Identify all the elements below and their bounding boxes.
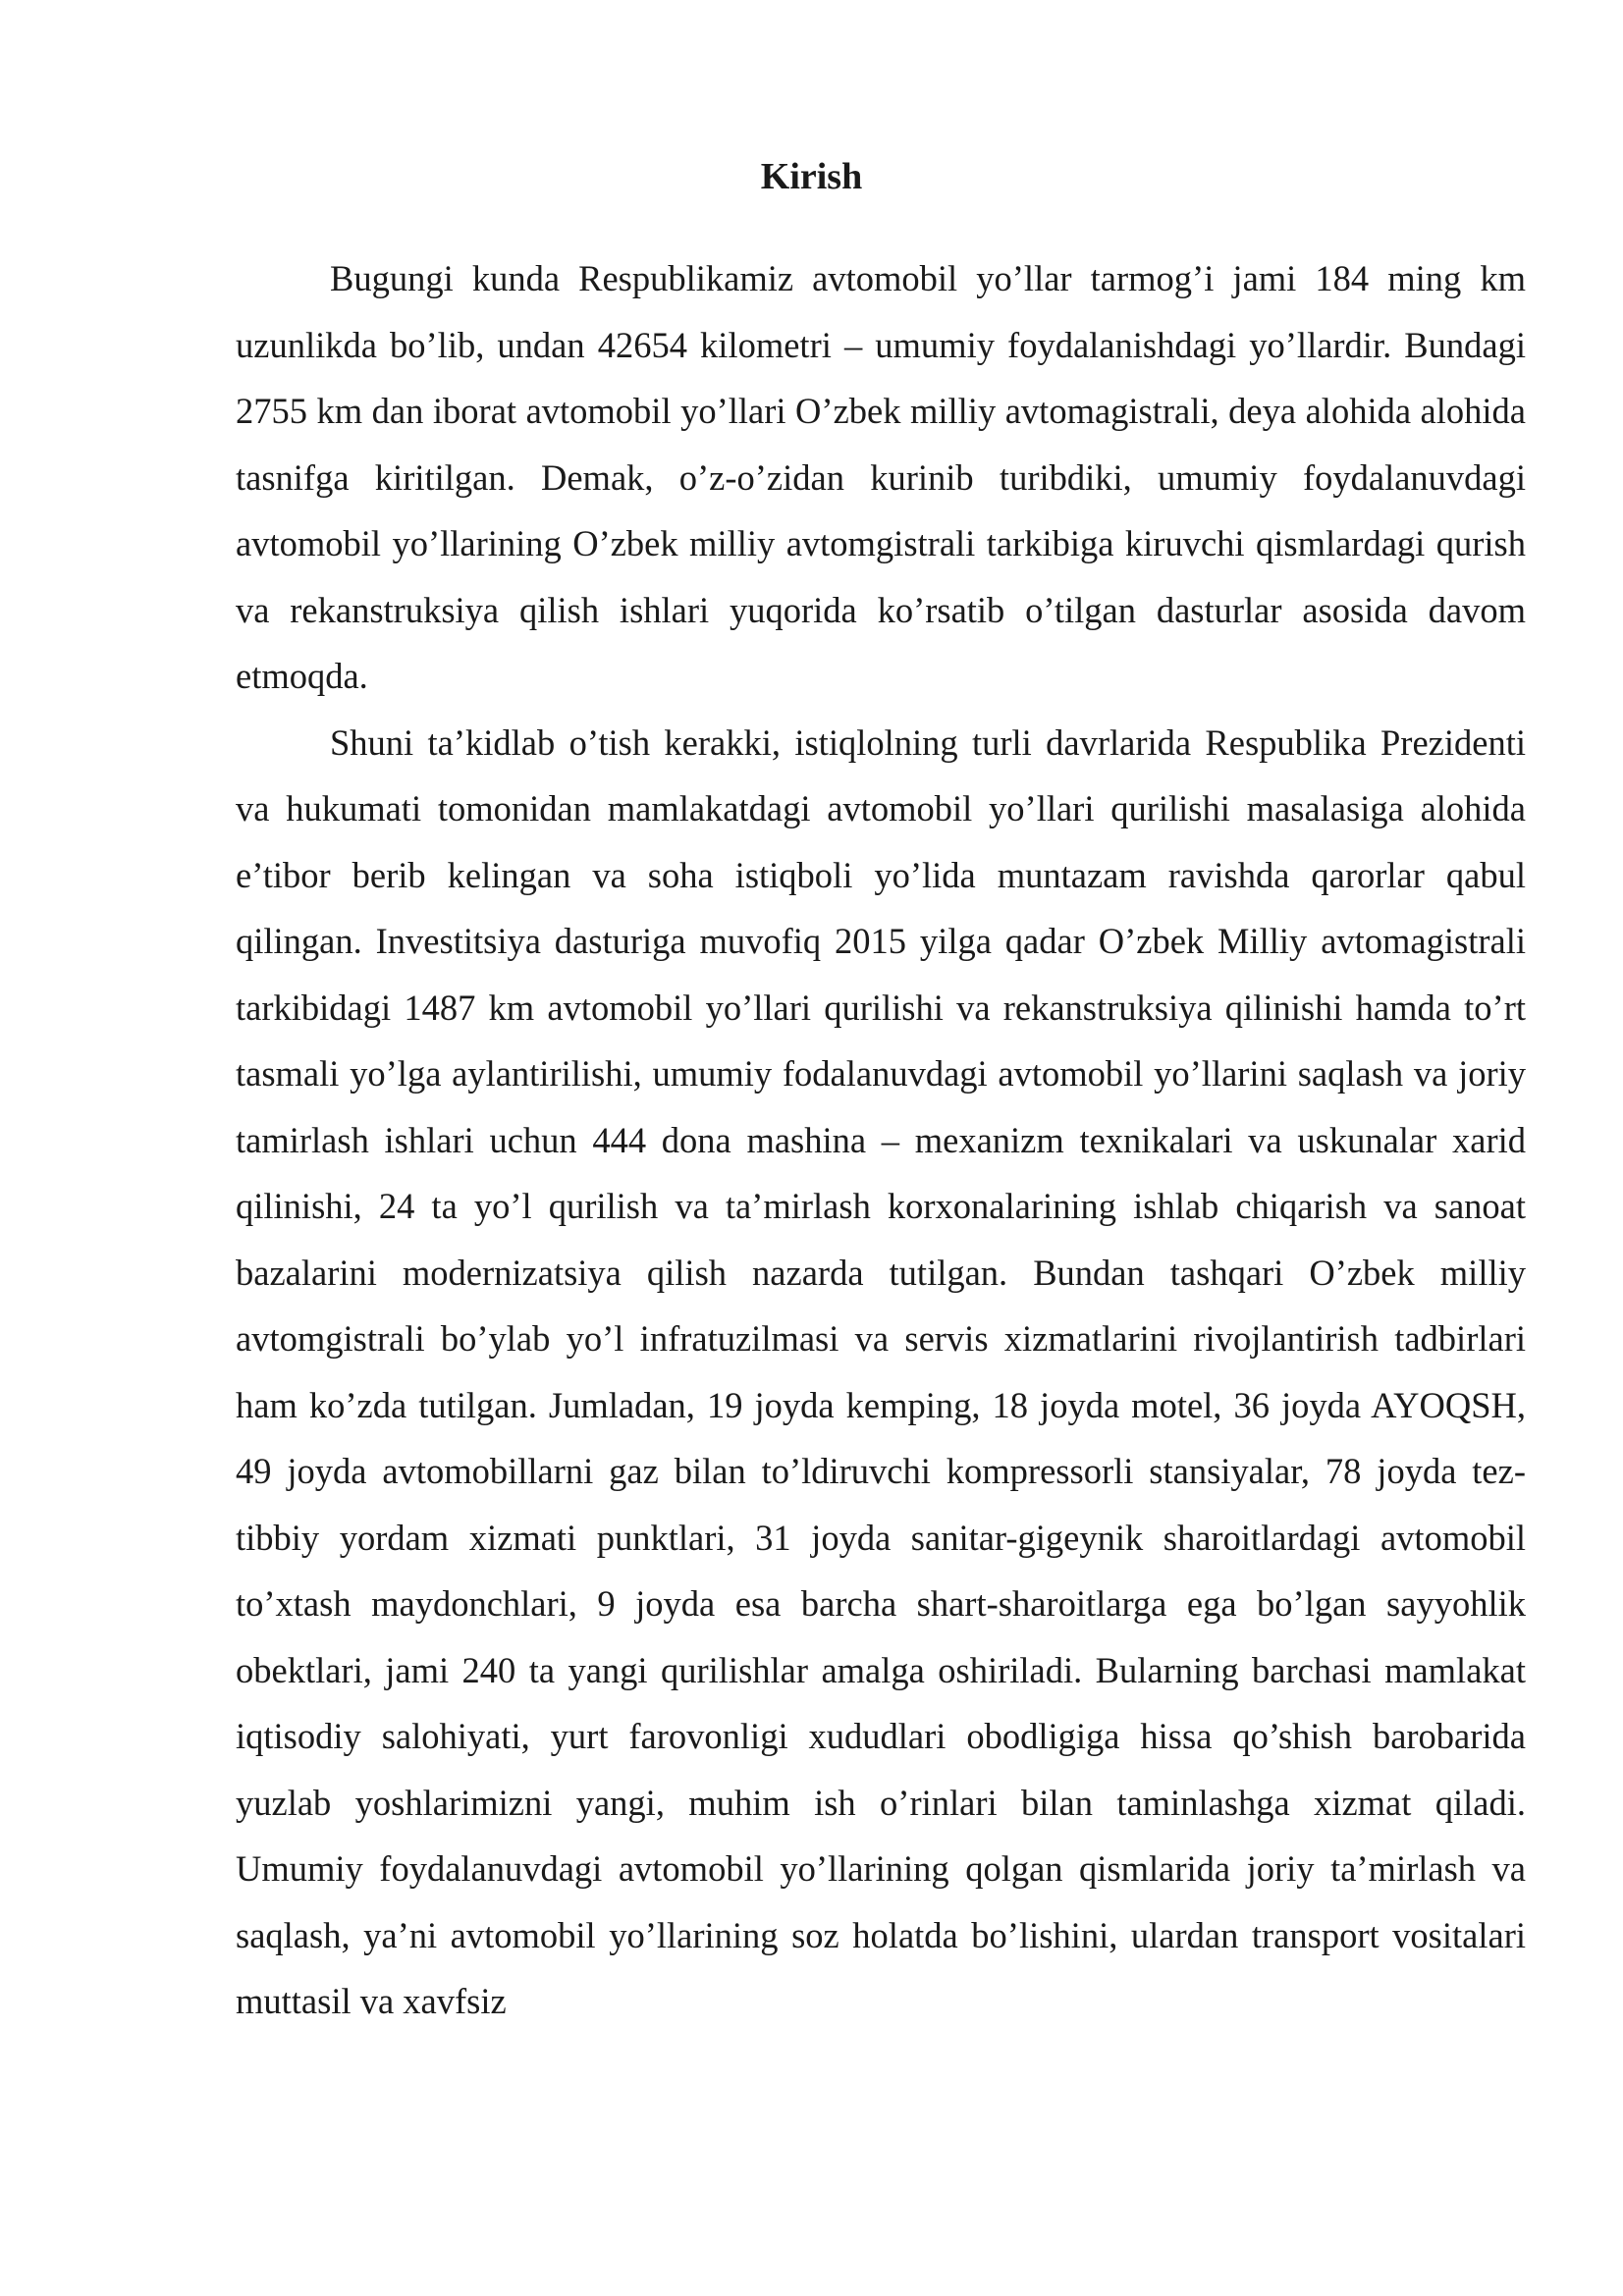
body-text [236,245,1526,2035]
paragraph-1: Bugungi kunda Respublikamiz avtomobil yo’llar tarmog’i jami 184 ming km uzunlikda bo’lib, undan 42654 kilometri – umumiy foydalanishdagi yo’llardir. Bundagi 2755 km dan iborat avtomobil yo’llari O’zbek milliy avtomagistrali, deya alohida alohida tasnifga kiritilgan. Demak, o’z-o’zidan kurinib turibdiki, umumiy foydalanuvdagi avtomobil yo’llarining O’zbek milliy avtomgistrali tarkibiga kiruvchi qismlardagi qurish va rekanstruksiya qilish ishlari yuqorida ko’rsatib o’tilgan dasturlar asosida davom etmoqda. [236,258,1526,696]
paragraph-2: Shuni ta’kidlab o’tish kerakki, istiqlolning turli davrlarida Respublika Prezidenti va hukumati tomonidan mamlakatdagi avtomobil yo’llari qurilishi masalasiga alohida e’tibor berib kelingan va soha istiqboli yo’lida muntazam ravishda qarorlar qabul qilingan. Investitsiya dasturiga muvofiq 2015 yilga qadar O’zbek Milliy avtomagistrali tarkibidagi 1487 km avtomobil yo’llari qurilishi va rekanstruksiya qilinishi hamda to’rt tasmali yo’lga aylantirilishi, umumiy fodalanuvdagi avtomobil yo’llarini saqlash va joriy tamirlash ishlari uchun 444 dona mashina – mexanizm texnikalari va uskunalar xarid qilinishi, 24 ta yo’l qurilish va ta’mirlash korxonalarining ishlab chiqarish va sanoat bazalarini modernizatsiya qilish nazarda tutilgan. Bundan tashqari O’zbek milliy avtomgistrali bo’ylab yo’l infratuzilmasi va servis xizmatlarini rivojlantirish tadbirlari ham ko’zda tutilgan. Jumladan, 19 joyda kemping, 18 joyda motel, 36 joyda AYOQSH, 49 joyda avtomobillarni gaz bilan to’ldiruvchi kompressorli stansiyalar, 78 joyda tez-tibbiy yordam xizmati punktlari, 31 joyda sanitar-gigeynik sharoitlardagi avtomobil to’xtash maydonchlari, 9 joyda esa barcha shart-sharoitlarga ega bo’lgan sayyohlik obektlari, jami 240 ta yangi qurilishlar amalga oshiriladi. Bularning barchasi mamlakat iqtisodiy salohiyati, yurt farovonligi xududlari obodligiga hissa qo’shish barobarida yuzlab yoshlarimizni yangi, muhim ish o’rinlari bilan taminlashga xizmat qiladi. Umumiy foydalanuvdagi avtomobil yo’llarining qolgan qismlarida joriy ta’mirlash va saqlash, ya’ni avtomobil yo’llarining soz holatda bo’lishini, ulardan transport vositalari muttasil va xavfsiz [236,721,1526,2021]
page-title: Kirish [760,156,863,197]
